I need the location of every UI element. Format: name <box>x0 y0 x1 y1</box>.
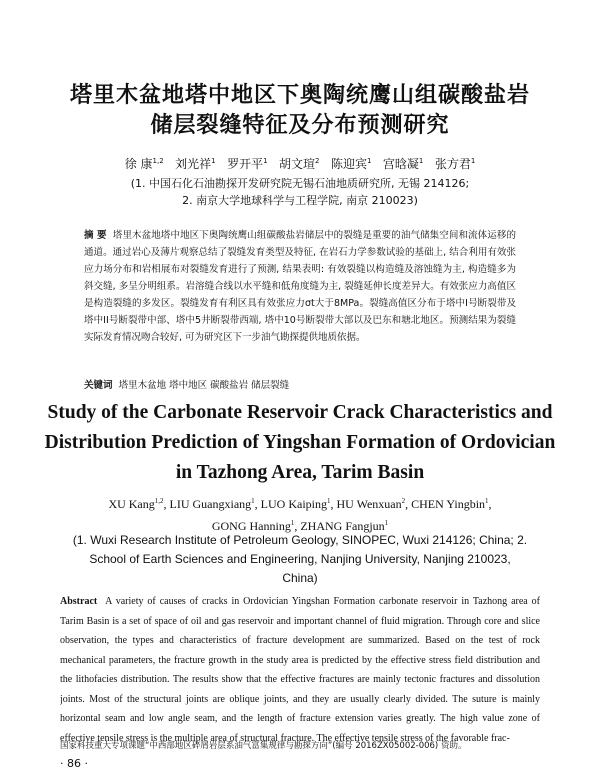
cn-keywords <box>84 377 516 394</box>
en-author: GONG Hanning$^1$, <box>211 519 298 533</box>
cn-author: 陈迎宾$^1$ <box>330 157 372 171</box>
cn-abstract <box>84 227 516 346</box>
cn-author: 胡文瑄$^2$ <box>279 157 320 171</box>
en-author: LUO Kaiping$^1$, <box>260 497 334 511</box>
en-author-list <box>50 492 550 536</box>
en-abstract-text: A variety of causes of cracks in Ordovician Yingshan Formation carbonate reservoir in Tazhong area of Tarim Basin is a set of space of oil and gas reservoir and important channel of fluid migration. Through core and slice observation, the types and characteristics of fracture development are summarized. Based on the test of rock mechanical parameters, the fracture growth in the study area is predicted by the effective stress field distribution and the lithofacies distribution. The results show that the effective fractures are mainly tectonic fractures and dissolution joints. Most of the structural joints are oblique joints, and they are usually clearly divided. The suture is mainly horizontal seam and low angle seam, and the length of fracture extension varies greatly. The high value zone of effective tensile stress is the multiple area of structural fracture. The effective tensile stress of the favorable frac- <box>60 596 540 744</box>
page-number: · 86 · <box>60 757 88 770</box>
en-abstract <box>60 592 540 748</box>
cn-author: 徐 康$^{1,2}$ <box>124 157 164 171</box>
en-title-line-1: Study of the Carbonate Reservoir Crack Characteristics and <box>47 402 553 423</box>
en-title-line-2: Distribution Prediction of Yingshan Formation of Ordovician <box>44 432 556 453</box>
en-author: CHEN Yingbin$^1$, <box>411 497 492 511</box>
en-abstract-label: Abstract <box>60 596 98 607</box>
en-authors-line-1 <box>50 492 550 514</box>
cn-abstract-label: 摘 要 <box>84 230 107 241</box>
en-author: LIU Guangxiang$^1$, <box>169 497 258 511</box>
cn-keywords-label: 关键词 <box>84 380 113 391</box>
cn-keywords-text: 塔里木盆地 塔中地区 碳酸盐岩 储层裂缝 <box>118 380 290 391</box>
en-affiliation: (1. Wuxi Research Institute of Petroleum Geology, SINOPEC, Wuxi 214126; China; 2. School of Earth Sciences and Engineering, Nanjing University, Nanjing 210023, China) <box>72 533 528 585</box>
cn-affiliation-line-1: (1. 中国石化石油勘探开发研究院无锡石油地质研究所, 无锡 214126; <box>130 177 470 190</box>
funding-footnote: 国家科技重大专项课题“中西部地区碎屑岩层系油气富集规律与勘探方向”(编号 2016ZX05002-006) 资助。 <box>60 741 467 751</box>
cn-author: 宫晗凝$^1$ <box>382 157 424 171</box>
cn-title-line-1: 塔里木盆地塔中地区下奥陶统鹰山组碳酸盐岩 <box>69 82 530 108</box>
cn-author: 张方君$^1$ <box>434 157 476 171</box>
cn-abstract-text: 塔里木盆地塔中地区下奥陶统鹰山组碳酸盐岩储层中的裂缝是重要的油气储集空间和流体运移的通道。通过岩心及薄片观察总结了裂缝发育类型及特征, 在岩石力学参数试验的基础上, 结合利用有效张应力场分布和岩相展布对裂缝发育进行了预测, 结果表明: 有效裂缝以构造缝及溶蚀缝为主, 构造缝多为斜交缝, 多呈分明组系。岩溶缝合线以水平缝和低角度缝为主, 裂缝延伸长度差异大。有效张应力高值区是构造裂缝的多发区。裂缝发育有利区具有效张应力σt大于8MPa。裂缝高值区分布于塔中I号断裂带及塔中II号断裂带中部、塔中5井断裂带西端, 塔中10号断裂带大部以及巴东和塘北地区。预测结果为裂缝实际发育情况吻合较好, 可为研究区下一步油气勘探提供地质依据。 <box>84 230 516 343</box>
en-title-line-3: in Tazhong Area, Tarim Basin <box>175 462 425 483</box>
cn-author: 刘光祥$^1$ <box>175 157 216 171</box>
cn-affiliation-line-2: 2. 南京大学地球科学与工程学院, 南京 210023) <box>182 194 418 207</box>
en-author: XU Kang$^{1,2}$, <box>108 497 167 511</box>
en-author: ZHANG Fangjun$^1$ <box>300 519 389 533</box>
cn-author: 罗开平$^1$ <box>227 157 268 171</box>
cn-title-line-2: 储层裂缝特征及分布预测研究 <box>150 112 450 138</box>
en-author: HU Wenxuan$^2$, <box>336 497 409 511</box>
cn-author-list <box>60 152 540 173</box>
